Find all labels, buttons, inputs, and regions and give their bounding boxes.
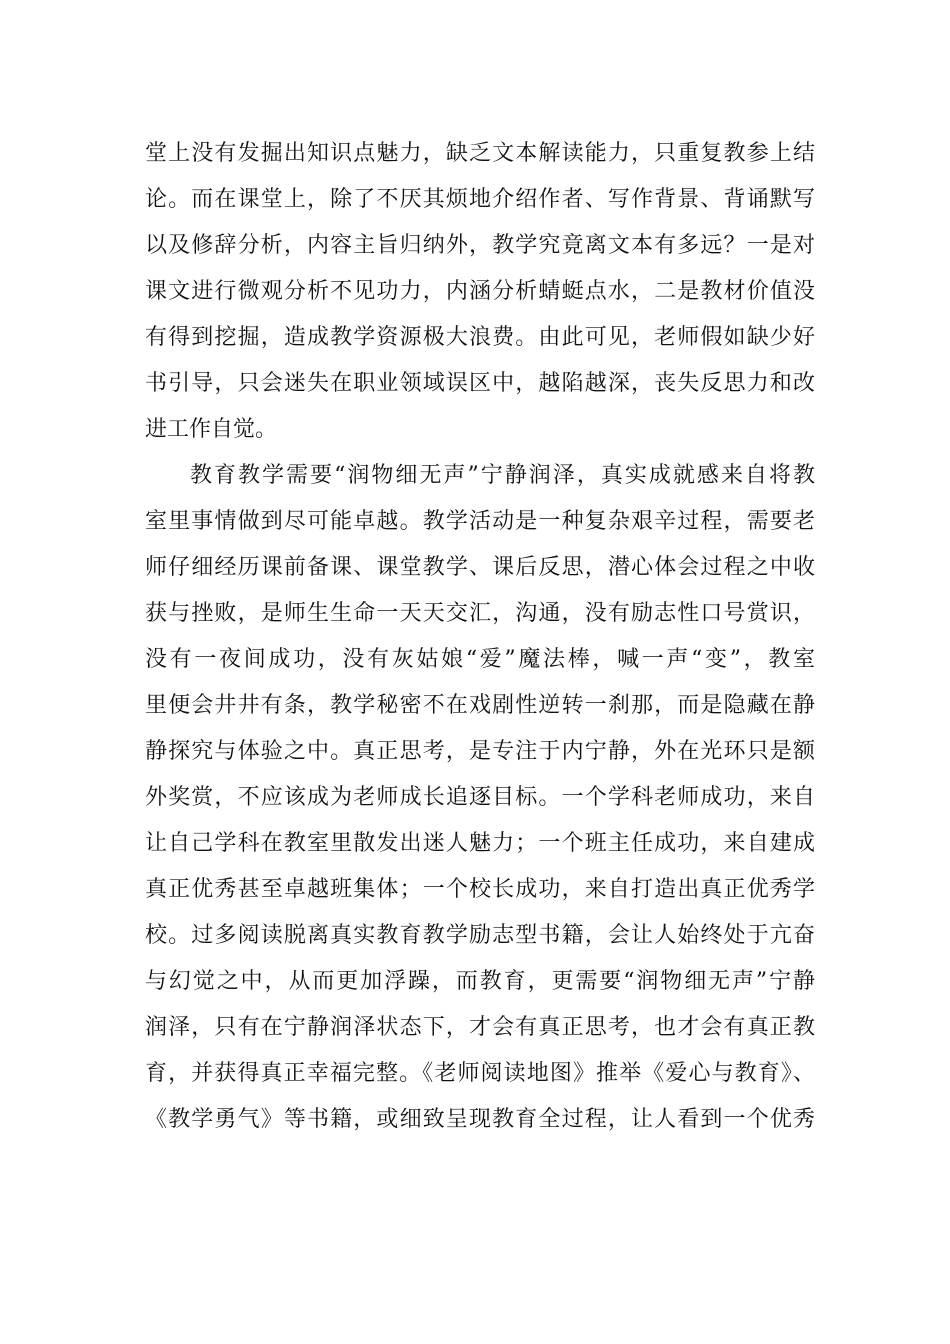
text-line: 与幻觉之中，从而更加浮躁，而教育，更需要“润物细无声”宁静	[145, 969, 815, 994]
text-line: 《教学勇气》等书籍，或细致呈现教育全过程，让人看到一个优秀	[145, 1107, 815, 1132]
text-line: 静探究与体验之中。真正思考，是专注于内宁静，外在光环只是额	[145, 739, 815, 764]
text-line: 润泽，只有在宁静润泽状态下，才会有真正思考，也才会有真正教	[145, 1015, 815, 1040]
text-line: 进工作自觉。	[145, 417, 278, 442]
text-line: 以及修辞分析，内容主旨归纳外，教学究竟离文本有多远？一是对	[145, 233, 815, 258]
text-line: 师仔细经历课前备课、课堂教学、课后反思，潜心体会过程之中收	[145, 555, 815, 580]
body-text	[145, 131, 815, 1143]
text-line: 室里事情做到尽可能卓越。教学活动是一种复杂艰辛过程，需要老	[145, 509, 815, 534]
text-line: 让自己学科在教室里散发出迷人魅力；一个班主任成功，来自建成	[145, 831, 815, 856]
text-line: 外奖赏，不应该成为老师成长追逐目标。一个学科老师成功，来自	[145, 785, 815, 810]
text-line: 校。过多阅读脱离真实教育教学励志型书籍，会让人始终处于亢奋	[145, 923, 815, 948]
text-line: 里便会井井有条，教学秘密不在戏剧性逆转一刹那，而是隐藏在静	[145, 693, 815, 718]
text-line: 真正优秀甚至卓越班集体；一个校长成功，来自打造出真正优秀学	[145, 877, 815, 902]
text-line: 书引导，只会迷失在职业领域误区中，越陷越深，丧失反思力和改	[145, 371, 815, 396]
text-line: 课文进行微观分析不见功力，内涵分析蜻蜓点水，二是教材价值没	[145, 279, 815, 304]
text-line: 获与挫败，是师生生命一天天交汇，沟通，没有励志性口号赏识，	[145, 601, 815, 626]
text-line: 堂上没有发掘出知识点魅力，缺乏文本解读能力，只重复教参上结	[145, 141, 815, 166]
paragraph-first-line: 教育教学需要“润物细无声”宁静润泽，真实成就感来自将教	[190, 463, 815, 488]
text-line: 有得到挖掘，造成教学资源极大浪费。由此可见，老师假如缺少好	[145, 325, 815, 350]
text-line: 育，并获得真正幸福完整。《老师阅读地图》推举《爱心与教育》、	[145, 1061, 815, 1086]
text-line: 论。而在课堂上，除了不厌其烦地介绍作者、写作背景、背诵默写	[145, 187, 815, 212]
text-line: 没有一夜间成功，没有灰姑娘“爱”魔法棒，喊一声“变”，教室	[145, 647, 815, 672]
